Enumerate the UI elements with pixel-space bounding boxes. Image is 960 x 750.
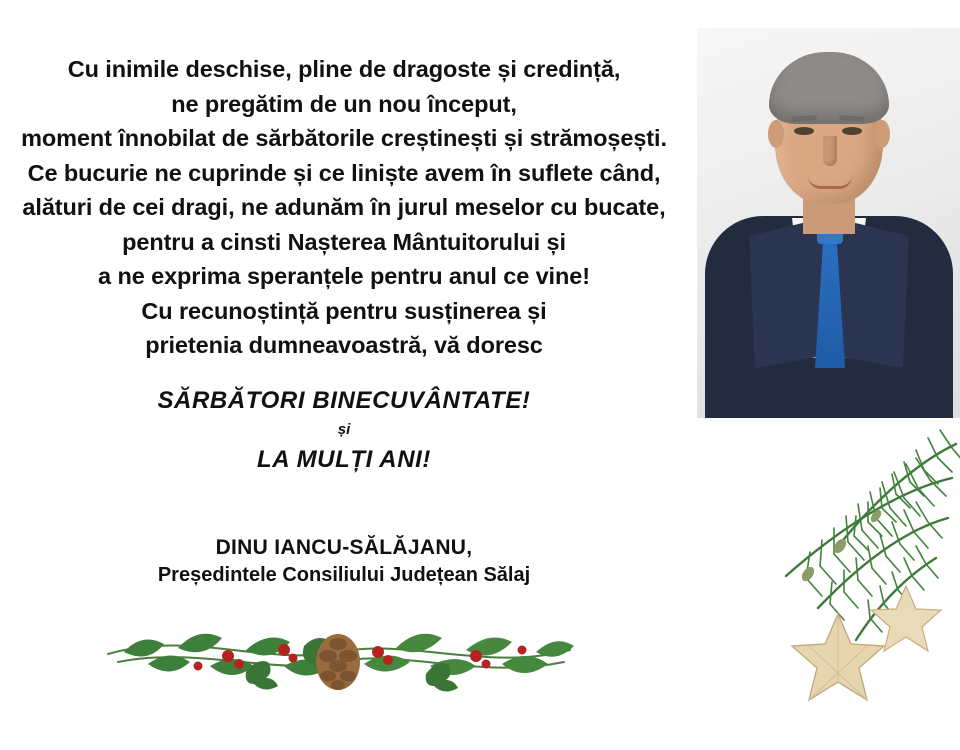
- holly-garland-decoration: [78, 606, 598, 698]
- greeting-line: alături de cei dragi, ne adunăm în jurul meselor cu bucate,: [22, 194, 666, 221]
- pine-branch-stars-decoration: [690, 418, 960, 718]
- greeting-line: moment înnobilat de sărbătorile creștinești și strămoșești.: [21, 125, 667, 152]
- garland-leaves-right: [364, 634, 574, 675]
- greeting-line: Ce bucurie ne cuprinde și ce liniște avem în suflete când,: [27, 159, 661, 186]
- greeting-line: prietenia dumneavoastră, vă doresc: [145, 332, 543, 359]
- nose: [823, 136, 837, 166]
- signature-block: [0, 534, 694, 589]
- greeting-line: ne pregătim de un nou început,: [171, 90, 517, 117]
- eye-right: [842, 127, 862, 135]
- pine-needles-group: [786, 444, 956, 640]
- ear-right: [874, 120, 890, 148]
- straw-star-large: [792, 614, 884, 700]
- garland-leaves-left: [124, 634, 328, 676]
- straw-star-small: [871, 586, 941, 651]
- greeting-line: Cu recunoștință pentru susținerea și: [141, 297, 547, 324]
- pine-needle-strokes: [806, 430, 960, 632]
- garland-holly-leaves: [246, 638, 458, 692]
- portrait-photo: [697, 28, 960, 418]
- wish-connector: și: [337, 421, 351, 438]
- greeting-line: a ne exprima speranțele pentru anul ce vine!: [98, 263, 590, 290]
- garland-pinecone: [316, 634, 360, 690]
- wish-primary: SĂRBĂTORI BINECUVÂNTATE!: [157, 387, 531, 414]
- signer-role: Președintele Consiliului Județean Sălaj: [157, 564, 531, 587]
- garland-stems: [108, 646, 570, 668]
- mouth: [808, 176, 852, 189]
- wish-secondary: LA MULȚI ANI!: [257, 445, 431, 473]
- ear-left: [768, 120, 784, 148]
- garland-berries: [194, 644, 527, 671]
- pine-buds: [799, 508, 883, 583]
- wishes-block: [0, 386, 694, 475]
- jacket-lapel-right: [835, 218, 909, 368]
- greeting-text: [0, 52, 694, 363]
- jacket-lapel-left: [749, 218, 823, 368]
- signer-name: DINU IANCU-SĂLĂJANU,: [215, 536, 473, 559]
- greeting-line: Cu inimile deschise, pline de dragoste și credință,: [67, 56, 621, 82]
- eye-left: [794, 127, 814, 135]
- greeting-line: pentru a cinsti Nașterea Mântuitorului și: [122, 228, 566, 255]
